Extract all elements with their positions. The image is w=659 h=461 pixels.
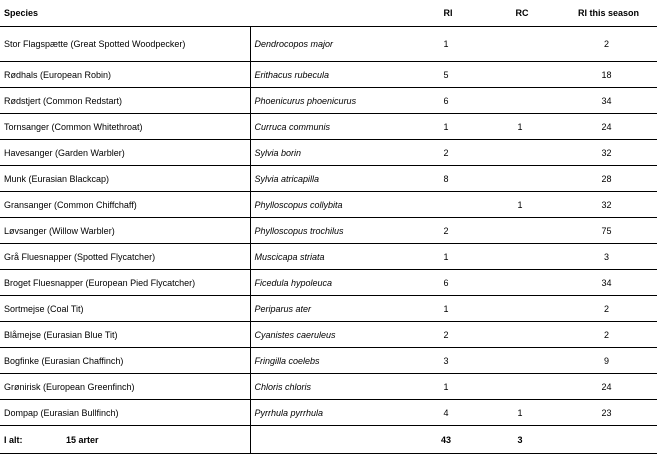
table-row (0, 322, 657, 348)
species-name: Gransanger (Common Chiffchaff) (0, 192, 250, 218)
ri-season-value: 18 (556, 62, 657, 88)
table-row (0, 348, 657, 374)
rc-value: 1 (484, 114, 556, 140)
ri-value: 1 (408, 244, 484, 270)
table-row (0, 400, 657, 426)
ri-value: 8 (408, 166, 484, 192)
ri-season-value: 32 (556, 192, 657, 218)
header-row (0, 0, 657, 27)
table-row (0, 218, 657, 244)
total-latin-cell (250, 426, 408, 454)
latin-name: Curruca communis (250, 114, 408, 140)
ri-value: 6 (408, 88, 484, 114)
table-row (0, 166, 657, 192)
ri-season-value: 23 (556, 400, 657, 426)
species-name: Sortmejse (Coal Tit) (0, 296, 250, 322)
rc-value (484, 244, 556, 270)
total-count: 15 arter (66, 434, 99, 445)
ri-season-value: 9 (556, 348, 657, 374)
table-row (0, 27, 657, 62)
table-body (0, 27, 657, 426)
species-name: Bogfinke (Eurasian Chaffinch) (0, 348, 250, 374)
latin-name: Ficedula hypoleuca (250, 270, 408, 296)
table-row (0, 192, 657, 218)
latin-name: Chloris chloris (250, 374, 408, 400)
ri-value: 1 (408, 114, 484, 140)
ri-season-value: 32 (556, 140, 657, 166)
header-ri-season: RI this season (556, 0, 657, 27)
header-species: Species (0, 0, 250, 27)
ri-value: 5 (408, 62, 484, 88)
species-name: Dompap (Eurasian Bullfinch) (0, 400, 250, 426)
ri-season-value: 28 (556, 166, 657, 192)
ri-season-value: 34 (556, 88, 657, 114)
ri-value: 3 (408, 348, 484, 374)
latin-name: Cyanistes caeruleus (250, 322, 408, 348)
species-name: Grå Fluesnapper (Spotted Flycatcher) (0, 244, 250, 270)
ri-value: 2 (408, 140, 484, 166)
latin-name: Phoenicurus phoenicurus (250, 88, 408, 114)
ri-season-value: 24 (556, 114, 657, 140)
ri-value (408, 192, 484, 218)
total-row (0, 426, 657, 454)
table-row (0, 62, 657, 88)
ri-value: 4 (408, 400, 484, 426)
species-name: Blåmejse (Eurasian Blue Tit) (0, 322, 250, 348)
species-name: Stor Flagspætte (Great Spotted Woodpecker) (0, 27, 250, 62)
species-name: Broget Fluesnapper (European Pied Flycatcher) (0, 270, 250, 296)
rc-value: 1 (484, 192, 556, 218)
rc-value (484, 27, 556, 62)
ri-season-value: 34 (556, 270, 657, 296)
ri-value: 1 (408, 374, 484, 400)
ri-value: 6 (408, 270, 484, 296)
ri-season-value: 75 (556, 218, 657, 244)
ri-value: 1 (408, 27, 484, 62)
header-latin (250, 0, 408, 27)
table-row (0, 244, 657, 270)
ri-season-value: 24 (556, 374, 657, 400)
rc-value (484, 218, 556, 244)
rc-value (484, 296, 556, 322)
table-row (0, 88, 657, 114)
latin-name: Phylloscopus collybita (250, 192, 408, 218)
ri-value: 1 (408, 296, 484, 322)
latin-name: Sylvia borin (250, 140, 408, 166)
header-rc: RC (484, 0, 556, 27)
table-header (0, 0, 657, 27)
rc-value (484, 88, 556, 114)
total-rc: 3 (484, 426, 556, 454)
rc-value (484, 270, 556, 296)
table-row (0, 140, 657, 166)
rc-value (484, 140, 556, 166)
header-ri: RI (408, 0, 484, 27)
latin-name: Periparus ater (250, 296, 408, 322)
rc-value (484, 166, 556, 192)
latin-name: Dendrocopos major (250, 27, 408, 62)
ri-season-value: 2 (556, 322, 657, 348)
species-name: Munk (Eurasian Blackcap) (0, 166, 250, 192)
rc-value (484, 322, 556, 348)
species-name: Rødhals (European Robin) (0, 62, 250, 88)
table-row (0, 296, 657, 322)
species-name: Grønirisk (European Greenfinch) (0, 374, 250, 400)
table-row (0, 114, 657, 140)
total-label: I alt: (4, 434, 23, 445)
total-ri: 43 (408, 426, 484, 454)
species-name: Havesanger (Garden Warbler) (0, 140, 250, 166)
rc-value (484, 348, 556, 374)
latin-name: Fringilla coelebs (250, 348, 408, 374)
species-name: Løvsanger (Willow Warbler) (0, 218, 250, 244)
table-footer (0, 426, 657, 454)
latin-name: Muscicapa striata (250, 244, 408, 270)
species-name: Tornsanger (Common Whitethroat) (0, 114, 250, 140)
species-name: Rødstjert (Common Redstart) (0, 88, 250, 114)
ri-value: 2 (408, 218, 484, 244)
ri-season-value: 2 (556, 27, 657, 62)
table-row (0, 270, 657, 296)
ri-season-value: 2 (556, 296, 657, 322)
total-cell (0, 426, 250, 454)
rc-value: 1 (484, 400, 556, 426)
ri-season-value: 3 (556, 244, 657, 270)
ri-value: 2 (408, 322, 484, 348)
latin-name: Pyrrhula pyrrhula (250, 400, 408, 426)
table-row (0, 374, 657, 400)
rc-value (484, 374, 556, 400)
rc-value (484, 62, 556, 88)
latin-name: Sylvia atricapilla (250, 166, 408, 192)
total-season (556, 426, 657, 454)
latin-name: Erithacus rubecula (250, 62, 408, 88)
latin-name: Phylloscopus trochilus (250, 218, 408, 244)
